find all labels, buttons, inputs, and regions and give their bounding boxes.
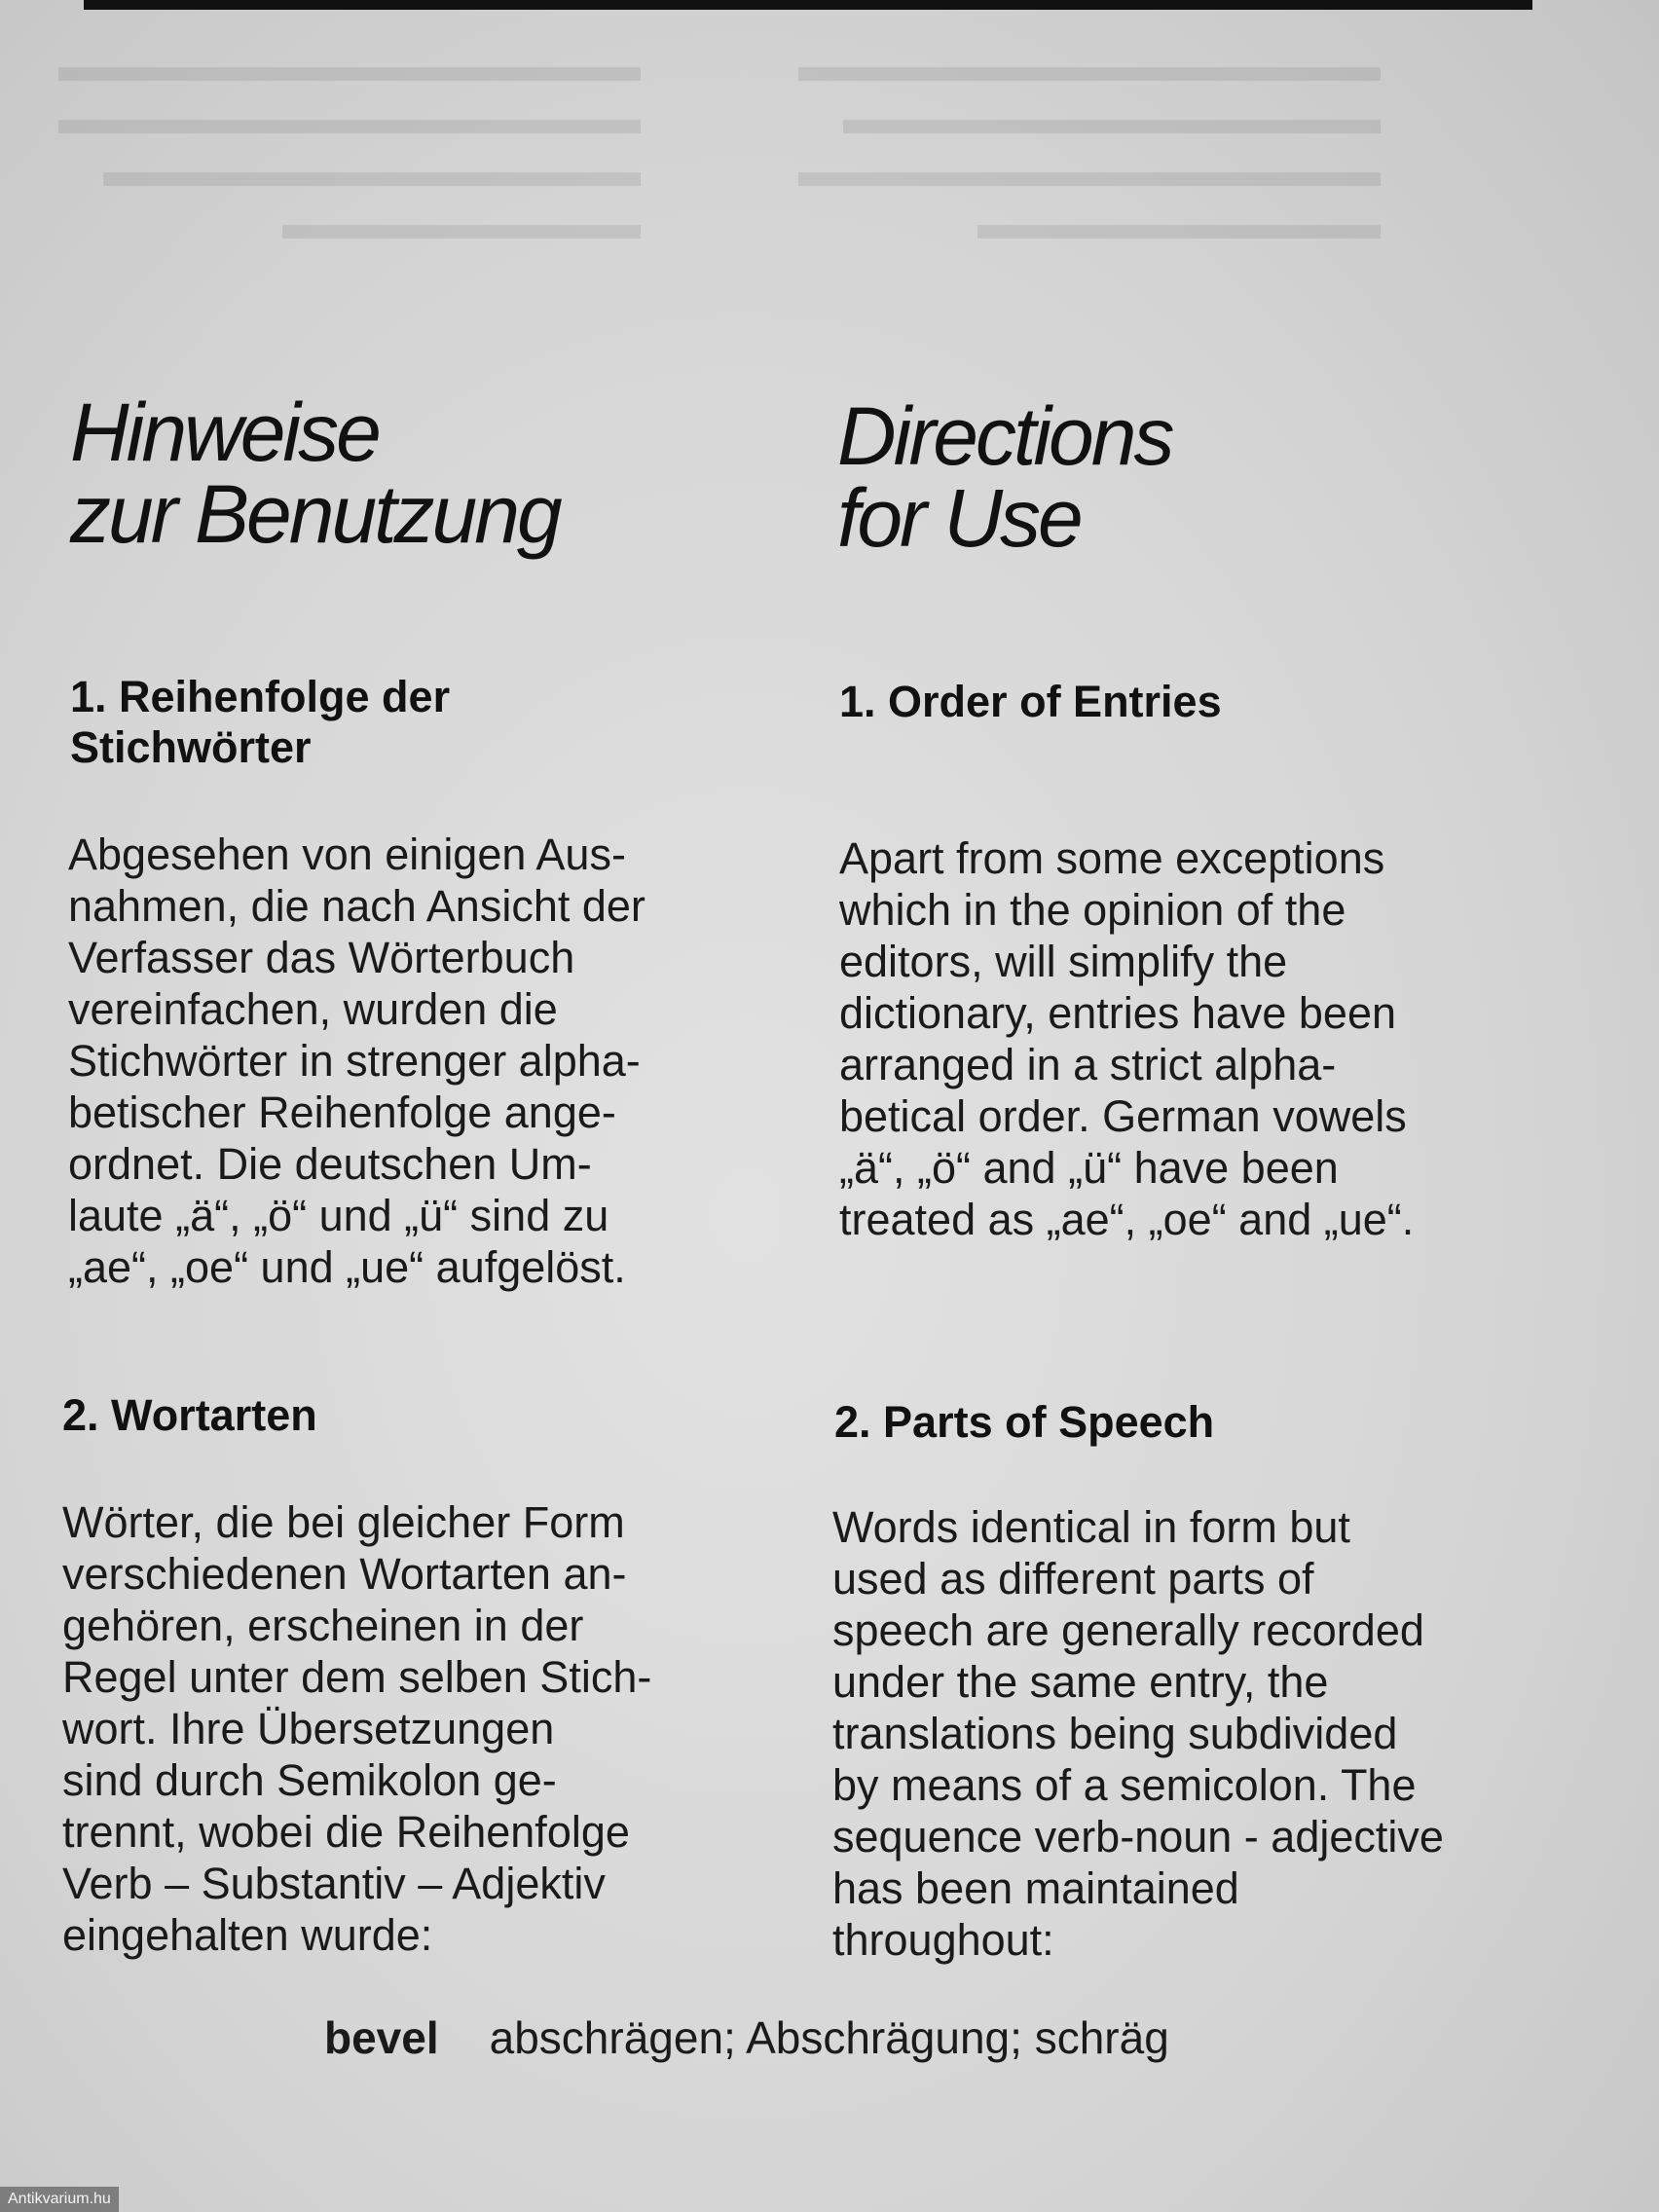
english-heading-line1: Directions <box>837 390 1172 482</box>
bleed-through-decoration: ▬▬▬▬▬▬▬▬▬▬▬▬▬ ▬▬▬▬▬▬▬▬▬▬▬▬ ▬▬▬▬▬▬▬▬▬▬▬▬▬ ▬▬▬▬▬▬▬▬▬ <box>798 40 1381 248</box>
german-section-1-text: Abgesehen von einigen Aus- nahmen, die nach Ansicht der Verfasser das Wörterbuch vereinfachen, wurden die Stichwörter in strenger alpha- betischer Reihenfolge ange- ordnet. Die deutschen Um- laute „ä“, „ö“ und „ü“ sind zu „ae“, „oe“ und „ue“ aufgelöst. <box>68 830 645 1292</box>
english-section-1 <box>839 677 1540 727</box>
english-section-2-text: Words identical in form but used as different parts of speech are generally recorded under the same entry, the translations being subdivided by means of a semicolon. The sequence verb-noun - adjective has been maintained throughout: <box>832 1502 1444 1965</box>
german-section-2-body <box>62 1496 763 1961</box>
german-heading-line1: Hinweise <box>70 387 379 478</box>
english-heading-line2: for Use <box>837 472 1081 564</box>
german-section-1 <box>70 672 771 773</box>
german-column <box>70 387 771 560</box>
german-section-1-title: 1. Reihenfolge der Stichwörter <box>70 672 451 772</box>
german-section-2 <box>62 1390 763 1441</box>
top-rule <box>84 0 1532 10</box>
german-section-1-body <box>68 829 769 1293</box>
english-section-1-text: Apart from some exceptions which in the opinion of the editors, will simplify the dictionary, entries have been arranged in a strict alpha- betical order. German vowels „ä“, „ö“ and „ü“ have been treated as „ae“, „oe“ and „ue“. <box>839 833 1415 1244</box>
bleed-through-decoration: ▬▬▬▬▬▬▬▬▬▬▬▬▬ ▬▬▬▬▬▬▬▬▬▬▬▬▬ ▬▬▬▬▬▬▬▬▬▬▬▬ ▬▬▬▬▬▬▬▬ <box>58 40 641 248</box>
german-section-2-text: Wörter, die bei gleicher Form verschiedenen Wortarten an- gehören, erscheinen in der Regel unter dem selben Stich- wort. Ihre Übersetzungen sind durch Semikolon ge- trennt, wobei die Reihenfolge Verb – Substantiv – Adjektiv eingehalten wurde: <box>62 1497 652 1960</box>
english-section-1-title: 1. Order of Entries <box>839 677 1222 726</box>
english-heading <box>837 390 1538 564</box>
english-section-1-body <box>839 832 1540 1245</box>
english-column <box>837 390 1538 564</box>
english-section-2-title: 2. Parts of Speech <box>834 1397 1215 1447</box>
german-heading <box>70 387 771 560</box>
watermark: Antikvarium.hu <box>0 2187 119 2212</box>
example-term: bevel <box>324 2012 439 2063</box>
example-entry <box>324 2011 1169 2064</box>
english-section-2 <box>834 1397 1535 1448</box>
english-section-2-body <box>832 1501 1533 1966</box>
example-translation: abschrägen; Abschrägung; schräg <box>489 2012 1169 2063</box>
german-section-2-title: 2. Wortarten <box>62 1390 317 1440</box>
german-heading-line2: zur Benutzung <box>70 468 560 560</box>
